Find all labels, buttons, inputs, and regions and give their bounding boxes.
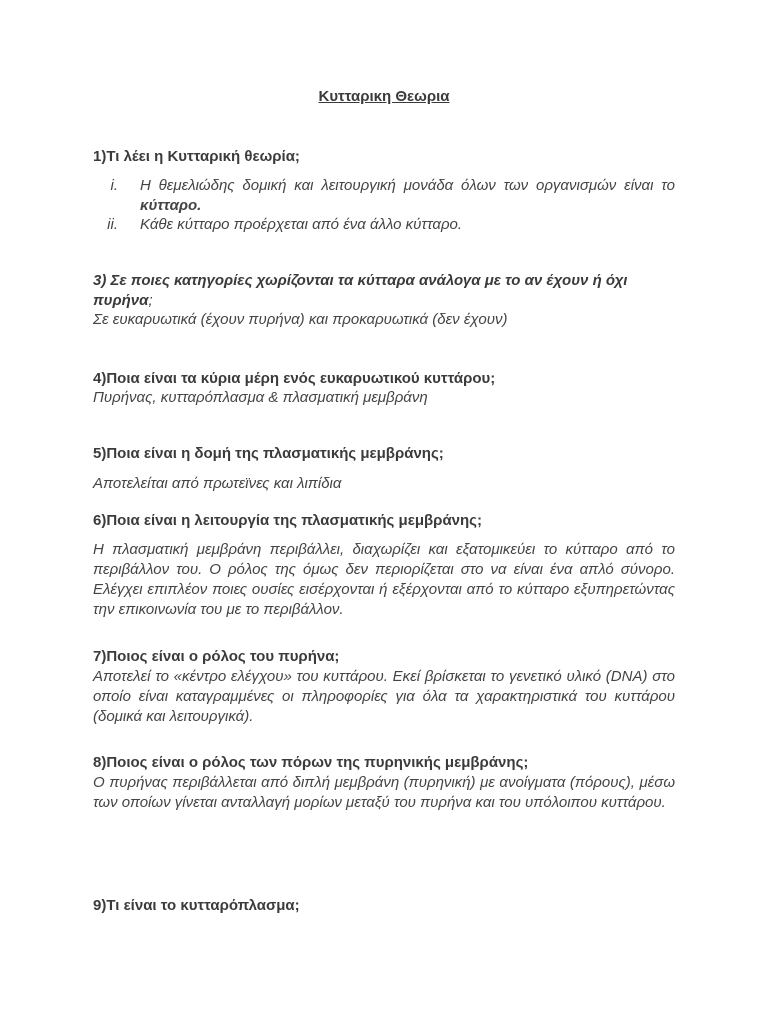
question-3 bbox=[93, 271, 675, 311]
question-3-text: 3) Σε ποιες κατηγορίες χωρίζονται τα κύτταρα ανάλογα με το αν έχουν ή όχι πυρήνα bbox=[93, 272, 628, 309]
list-item-1-text: Η θεμελιώδης δομική και λειτουργική μονάδα όλων των οργανισμών είναι το bbox=[140, 177, 675, 194]
question-7: 7)Ποιος είναι ο ρόλος του πυρήνα; bbox=[93, 648, 340, 665]
answer-4: Πυρήνας, κυτταρόπλασμα & πλασματική μεμβράνη bbox=[93, 389, 428, 406]
question-5: 5)Ποια είναι η δομή της πλασματικής μεμβράνης; bbox=[93, 445, 444, 462]
list-marker-2: ii. bbox=[107, 216, 118, 233]
list-item-1 bbox=[140, 176, 675, 216]
question-1: 1)Τι λέει η Κυτταρική θεωρία; bbox=[93, 148, 300, 165]
list-marker-1: i. bbox=[110, 177, 118, 194]
question-8: 8)Ποιος είναι ο ρόλος των πόρων της πυρηνικής μεμβράνης; bbox=[93, 754, 529, 771]
question-9: 9)Τι είναι το κυτταρόπλασμα; bbox=[93, 897, 300, 914]
question-4: 4)Ποια είναι τα κύρια μέρη ενός ευκαρυωτικού κυττάρου; bbox=[93, 370, 496, 387]
answer-3: Σε ευκαρυωτικά (έχουν πυρήνα) και προκαρυωτικά (δεν έχουν) bbox=[93, 311, 508, 328]
answer-5: Αποτελείται από πρωτεϊνες και λιπίδια bbox=[93, 475, 342, 492]
answer-7: Αποτελεί το «κέντρο ελέγχου» του κυττάρου. Εκεί βρίσκεται το γενετικό υλικό (DNA) στο οποίο είναι καταγραμμένες οι πληροφορίες για όλα τα χαρακτηριστικά του κυττάρου (δομικά και λειτουργικά). bbox=[93, 668, 675, 725]
list-item-1-bold: κύτταρο. bbox=[140, 197, 202, 214]
question-6: 6)Ποια είναι η λειτουργία της πλασματικής μεμβράνης; bbox=[93, 512, 482, 529]
answer-8: Ο πυρήνας περιβάλλεται από διπλή μεμβράνη (πυρηνική) με ανοίγματα (πόρους), μέσω των οποίων γίνεται ανταλλαγή μορίων μεταξύ του πυρήνα και του υπόλοιπου κυττάρου. bbox=[93, 774, 675, 811]
document-title: Κυτταρικη Θεωρια bbox=[318, 88, 450, 105]
list-item-2: Κάθε κύτταρο προέρχεται από ένα άλλο κύτταρο. bbox=[140, 216, 463, 233]
answer-6: Η πλασματική μεμβράνη περιβάλλει, διαχωρίζει και εξατομικεύει το κύτταρο από το περιβάλλον του. Ο ρόλος της όμως δεν περιορίζεται στο να είναι ένα απλό σύνορο. Ελέγχει επιπλέον ποιες ουσίες εισέρχονται ή εξέρχονται από το κύτταρο εξυπηρετώντας την επικοινωνία του με το περιβάλλον. bbox=[93, 541, 675, 618]
question-3-end: ; bbox=[148, 292, 153, 309]
